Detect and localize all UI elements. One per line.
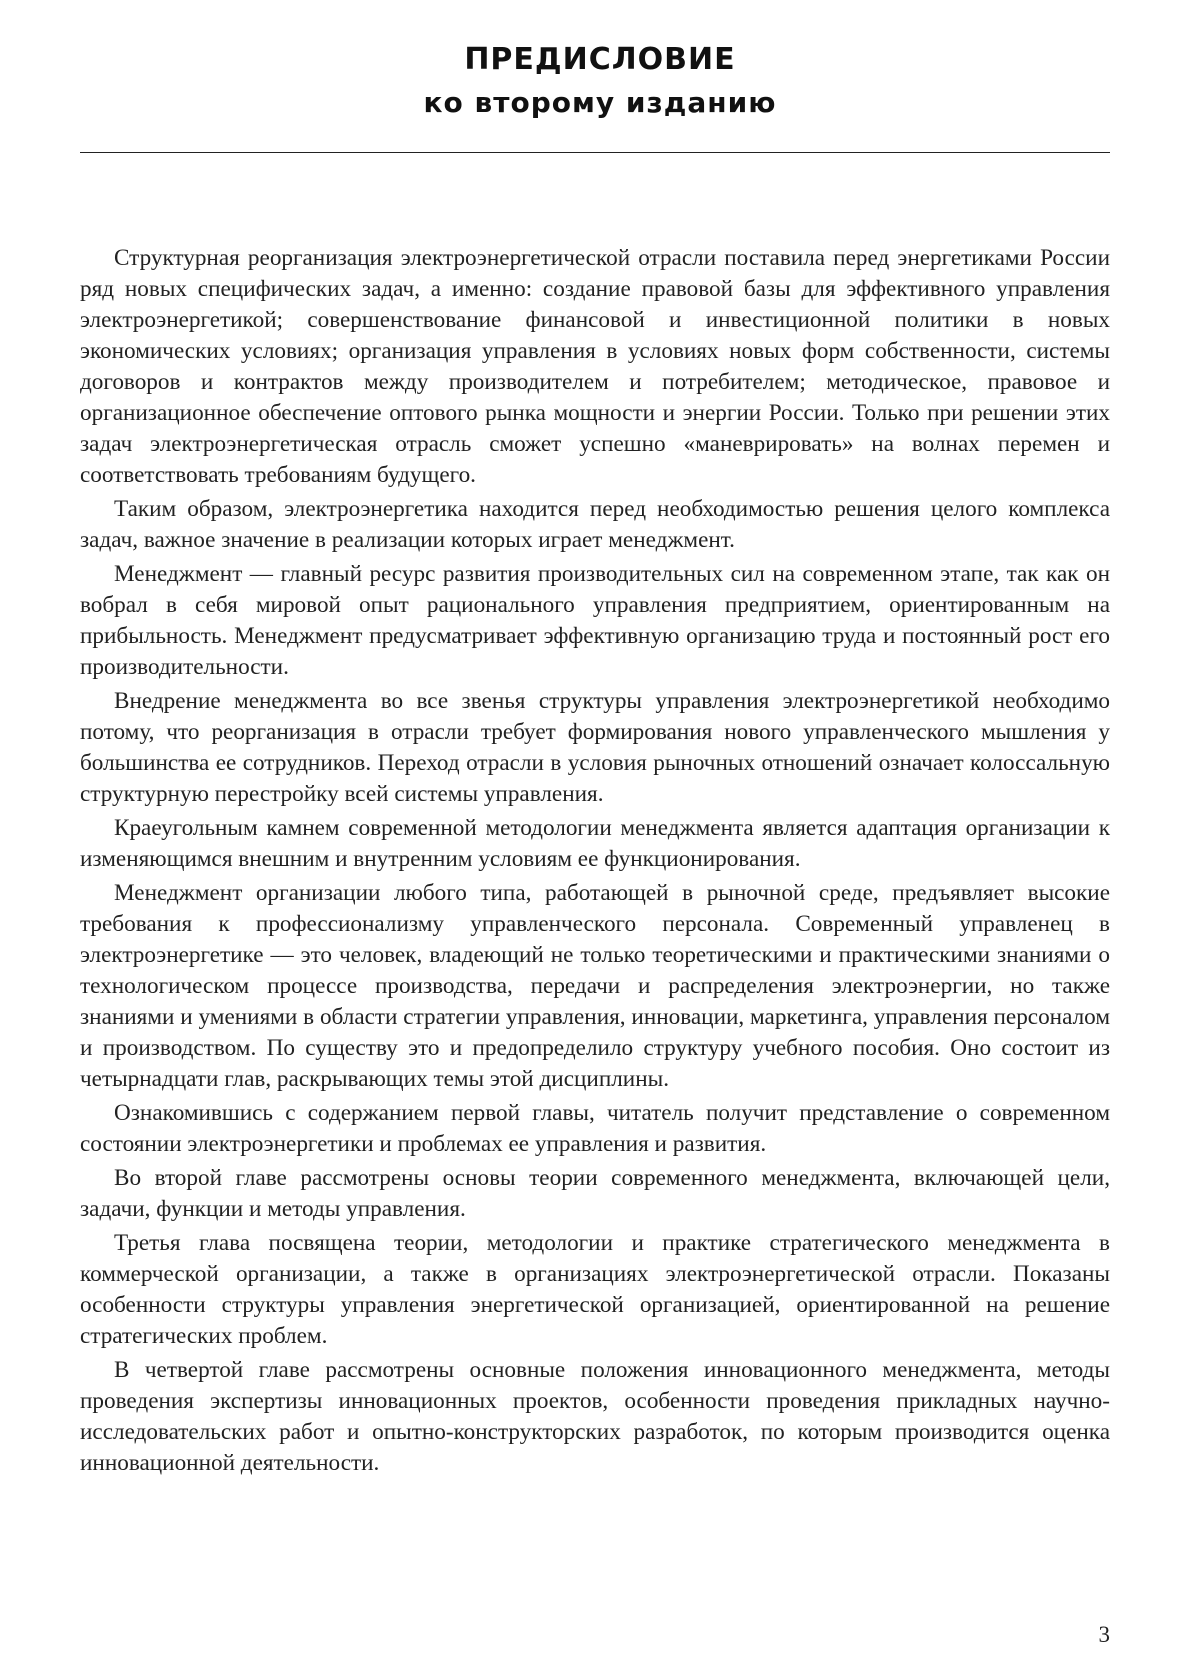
paragraph: В четвертой главе рассмотрены основные положения инновационного менеджмента, методы проведения экспертизы инновационных проектов, особенности проведения прикладных научно-исследовательских работ и опытно-конструкторских разработок, по которым производится оценка инновационной деятельности. — [80, 1357, 1110, 1476]
paragraph: Третья глава посвящена теории, методологии и практике стратегического менеджмента в коммерческой организации, а также в организациях электроэнергетической отрасли. Показаны особенности структуры управления энергетической организацией, ориентированной на решение стратегических проблем. — [80, 1230, 1110, 1349]
paragraph: Структурная реорганизация электроэнергетической отрасли поставила перед энергетиками России ряд новых специфических задач, а именно: создание правовой базы для эффективного управления электроэнергетикой; совершенствование финансовой и инвестиционной политики в новых экономических условиях; организация управления в условиях новых форм собственности, системы договоров и контрактов между производителем и потребителем; методическое, правовое и организационное обеспечение оптового рынка мощности и энергии России. Только при решении этих задач электроэнергетическая отрасль сможет успешно «маневрировать» на волнах перемен и соответствовать требованиям будущего. — [80, 245, 1110, 488]
paragraph: Менеджмент организации любого типа, работающей в рыночной среде, предъявляет высокие требования к профессионализму управленческого персонала. Современный управленец в электроэнергетике — это человек, владеющий не только теоретическими и практическими знаниями о технологическом процессе производства, передачи и распределения электроэнергии, но также знаниями и умениями в области стратегии управления, инновации, маркетинга, управления персоналом и производством. По существу это и предопределило структуру учебного пособия. Оно состоит из четырнадцати глав, раскрывающих темы этой дисциплины. — [80, 880, 1110, 1092]
page-number: 3 — [1098, 1622, 1110, 1647]
title-divider — [80, 152, 1110, 153]
page-title: ПРЕДИСЛОВИЕ — [464, 42, 736, 77]
paragraph: Менеджмент — главный ресурс развития производительных сил на современном этапе, так как он вобрал в себя мировой опыт рационального управления предприятием, ориентированным на прибыльность. Менеджмент предусматривает эффективную организацию труда и постоянный рост его производительности. — [80, 561, 1110, 680]
paragraph: Во второй главе рассмотрены основы теории современного менеджмента, включающей цели, задачи, функции и методы управления. — [80, 1165, 1110, 1222]
body-text — [80, 243, 1110, 1482]
paragraph: Таким образом, электроэнергетика находится перед необходимостью решения целого комплекса задач, важное значение в реализации которых играет менеджмент. — [80, 496, 1110, 553]
paragraph: Ознакомившись с содержанием первой главы, читатель получит представление о современном состоянии электроэнергетики и проблемах ее управления и развития. — [80, 1100, 1110, 1157]
paragraph: Краеугольным камнем современной методологии менеджмента является адаптация организации к изменяющимся внешним и внутренним условиям ее функционирования. — [80, 815, 1110, 872]
paragraph: Внедрение менеджмента во все звенья структуры управления электроэнергетикой необходимо потому, что реорганизация в отрасли требует формирования нового управленческого мышления у большинства ее сотрудников. Переход отрасли в условия рыночных отношений означает колоссальную структурную перестройку всей системы управления. — [80, 688, 1110, 807]
page-subtitle: ко второму изданию — [423, 86, 777, 119]
